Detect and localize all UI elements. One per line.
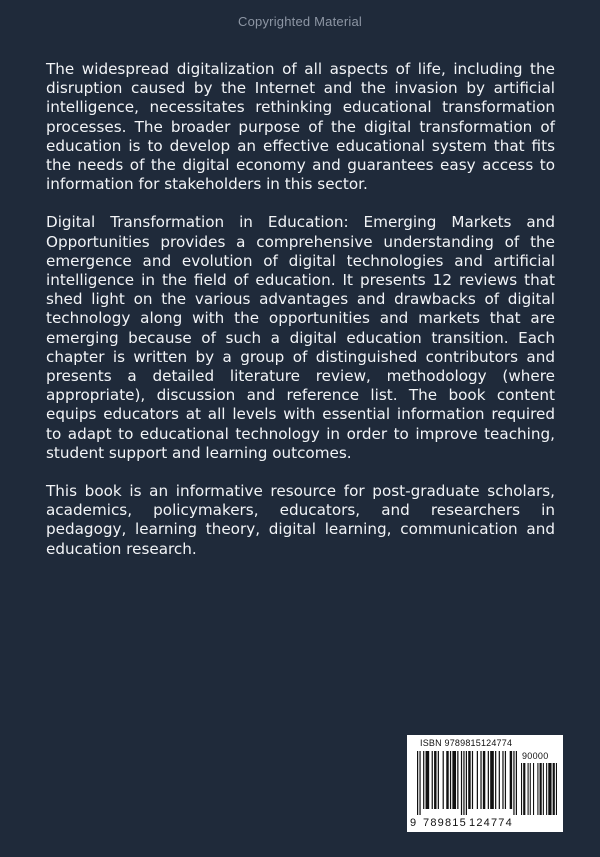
- copyright-watermark: Copyrighted Material: [238, 14, 362, 29]
- addon-barcode-bars-icon: [521, 763, 557, 815]
- price-addon-label: 90000: [522, 751, 549, 761]
- description-paragraph-2: Digital Transformation in Education: Emerging Markets and Opportunities provides a comprehensive understanding of the emergence and evolution of digital technologies and artificial intelligence in the field of education. It presents 12 reviews that shed light on the various advantages and drawbacks of digital technology along with the opportunities and markets that are emerging because of such a digital education transition. Each chapter is written by a group of distinguished contributors and presents a detailed literature review, methodology (where appropriate), discussion and reference list. The book content equips educators at all levels with essential information required to adapt to educational technology in order to improve teaching, student support and learning outcomes.: [46, 213, 555, 462]
- barcode-digit-first: 9: [410, 817, 418, 829]
- isbn-barcode: [407, 735, 563, 832]
- isbn-label: ISBN 9789815124774: [420, 738, 513, 748]
- barcode-bars-icon: [417, 751, 517, 815]
- barcode-digits-left: 789815: [423, 817, 467, 829]
- description-paragraph-1: The widespread digitalization of all aspects of life, including the disruption caused by the Internet and the invasion by artificial intelligence, necessitates rethinking educational transformation processes. The broader purpose of the digital transformation of education is to develop an effective educational system that fits the needs of the digital economy and guarantees easy access to information for stakeholders in this sector.: [46, 60, 555, 194]
- description-paragraph-3: This book is an informative resource for post-graduate scholars, academics, policymakers, educators, and researchers in pedagogy, learning theory, digital learning, communication and education research.: [46, 482, 555, 558]
- book-description: [46, 60, 555, 578]
- barcode-digits-right: 124774: [469, 817, 513, 829]
